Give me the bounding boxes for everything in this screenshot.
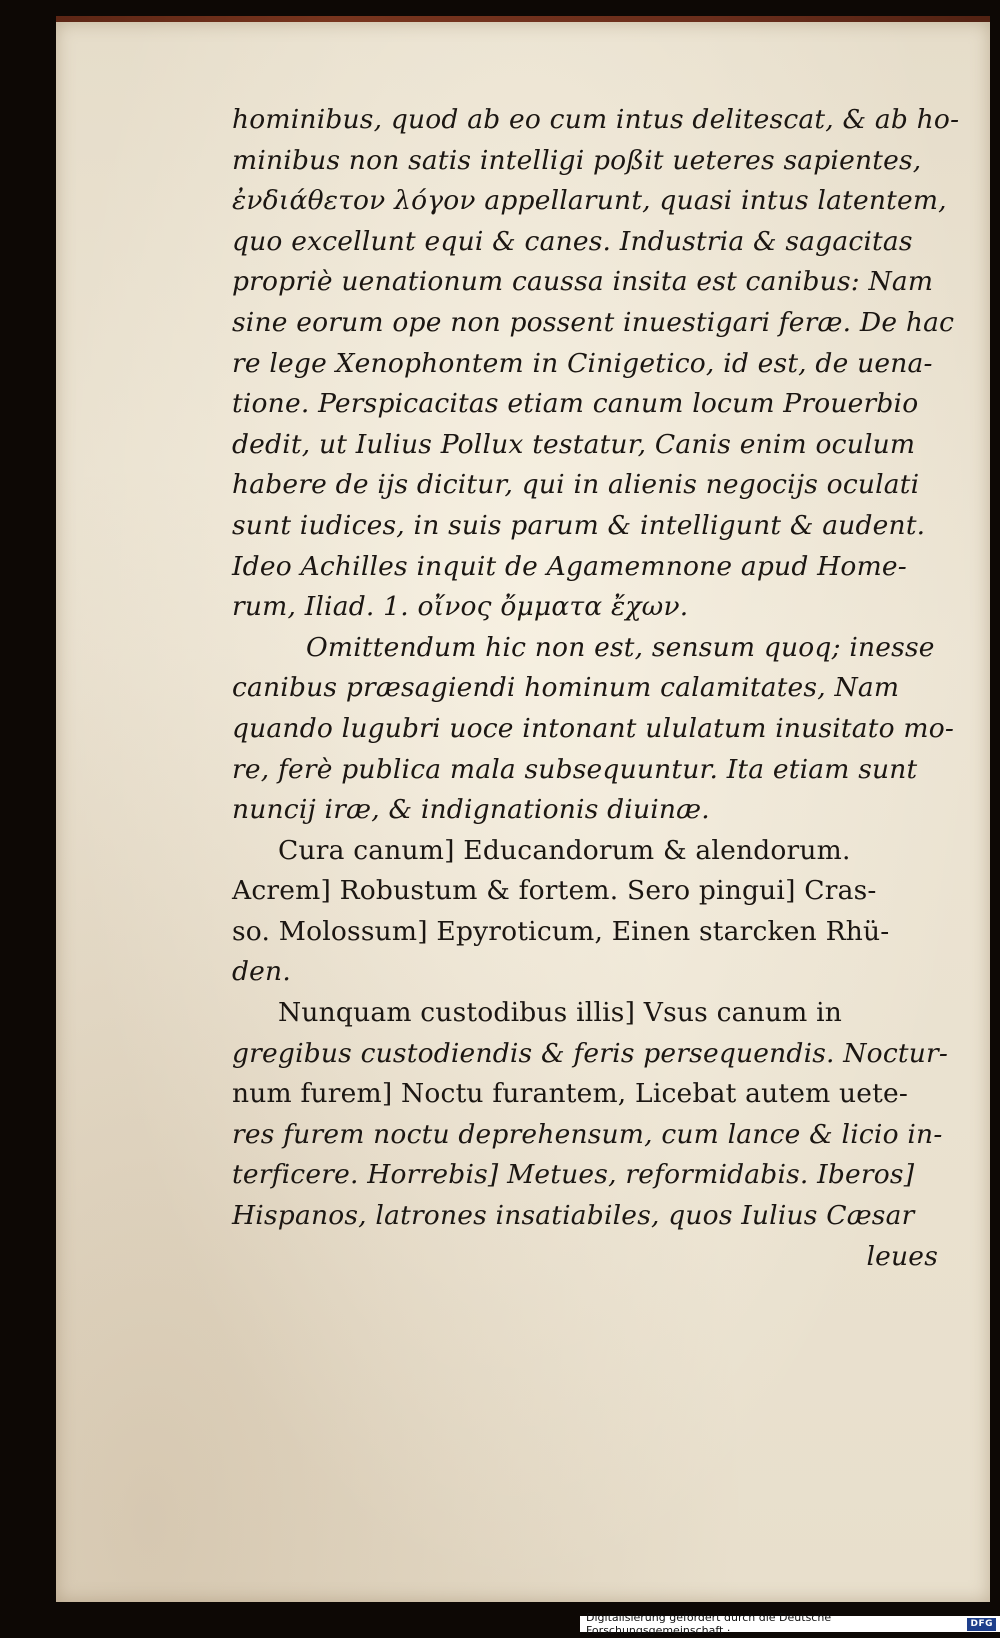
text-line-15: canibus præsagiendi hominum calamitates, Nam bbox=[232, 672, 900, 704]
text-line-3: ἐνδιάθετον λόγον appellarunt, quasi intus latentem, bbox=[232, 185, 947, 217]
text-line-7: re lege Xenophontem in Cinigetico, id est, de uena- bbox=[232, 347, 933, 379]
text-line-11: sunt iudices, in suis parum & intelligunt & audent. bbox=[232, 509, 926, 541]
text-line-17: re, ferè publica mala subsequuntur. Ita etiam sunt bbox=[232, 753, 918, 785]
text-line-6: sine eorum ope non possent inuestigari feræ. De hac bbox=[232, 306, 955, 338]
text-line-4: quo excellunt equi & canes. Industria & sagacitas bbox=[232, 225, 913, 257]
text-line-24: gregibus custodiendis & feris persequendis. Noctur- bbox=[232, 1037, 949, 1069]
text-line-27: terficere. Horrebis] Metues, reformidabis. Iberos] bbox=[232, 1159, 915, 1191]
text-line-26: res furem noctu deprehensum, cum lance & licio in- bbox=[232, 1118, 943, 1150]
text-line-21: so. Molossum] Epyroticum, Einen starcken Rhü- bbox=[232, 915, 890, 947]
text-line-23: Nunquam custodibus illis] Vsus canum in bbox=[278, 997, 843, 1029]
footer-text: Digitalisierung gefördert durch die Deutsche Forschungsgemeinschaft · bbox=[586, 1611, 832, 1637]
text-line-28: Hispanos, latrones insatiabiles, quos Iulius Cæsar bbox=[232, 1200, 915, 1232]
text-line-18: nuncij iræ, & indignationis diuinæ. bbox=[232, 794, 710, 826]
text-line-5: propriè uenationum caussa insita est canibus: Nam bbox=[232, 266, 934, 298]
text-line-1: hominibus, quod ab eo cum intus delitescat, & ab ho- bbox=[232, 104, 960, 135]
text-line-8: tione. Perspicacitas etiam canum locum Prouerbio bbox=[232, 388, 919, 420]
text-line-12: Ideo Achilles inquit de Agamemnone apud Home- bbox=[232, 550, 907, 582]
text-line-25: num furem] Noctu furantem, Licebat autem uete- bbox=[232, 1078, 909, 1110]
text-line-19: Cura canum] Educandorum & alendorum. bbox=[278, 834, 851, 866]
page-text bbox=[232, 100, 960, 1277]
text-line-22: den. bbox=[232, 956, 291, 988]
text-line-13: rum, Iliad. 1. οἴνος ὄμματα ἔχων. bbox=[232, 591, 689, 623]
dfg-logo: DFG bbox=[967, 1618, 996, 1631]
text-line-16: quando lugubri uoce intonant ululatum inusitato mo- bbox=[232, 712, 955, 744]
digitization-footer bbox=[580, 1611, 1000, 1637]
text-line-2: minibus non satis intelligi poßit ueteres sapientes, bbox=[232, 144, 922, 176]
text-line-14: Omittendum hic non est, sensum quoq; inesse bbox=[306, 631, 935, 663]
text-line-20: Acrem] Robustum & fortem. Sero pingui] Cras- bbox=[232, 875, 877, 907]
text-line-10: habere de ijs dicitur, qui in alienis negocijs oculati bbox=[232, 469, 920, 501]
catchword: leues bbox=[866, 1240, 938, 1272]
text-line-9: dedit, ut Iulius Pollux testatur, Canis enim oculum bbox=[232, 428, 916, 460]
